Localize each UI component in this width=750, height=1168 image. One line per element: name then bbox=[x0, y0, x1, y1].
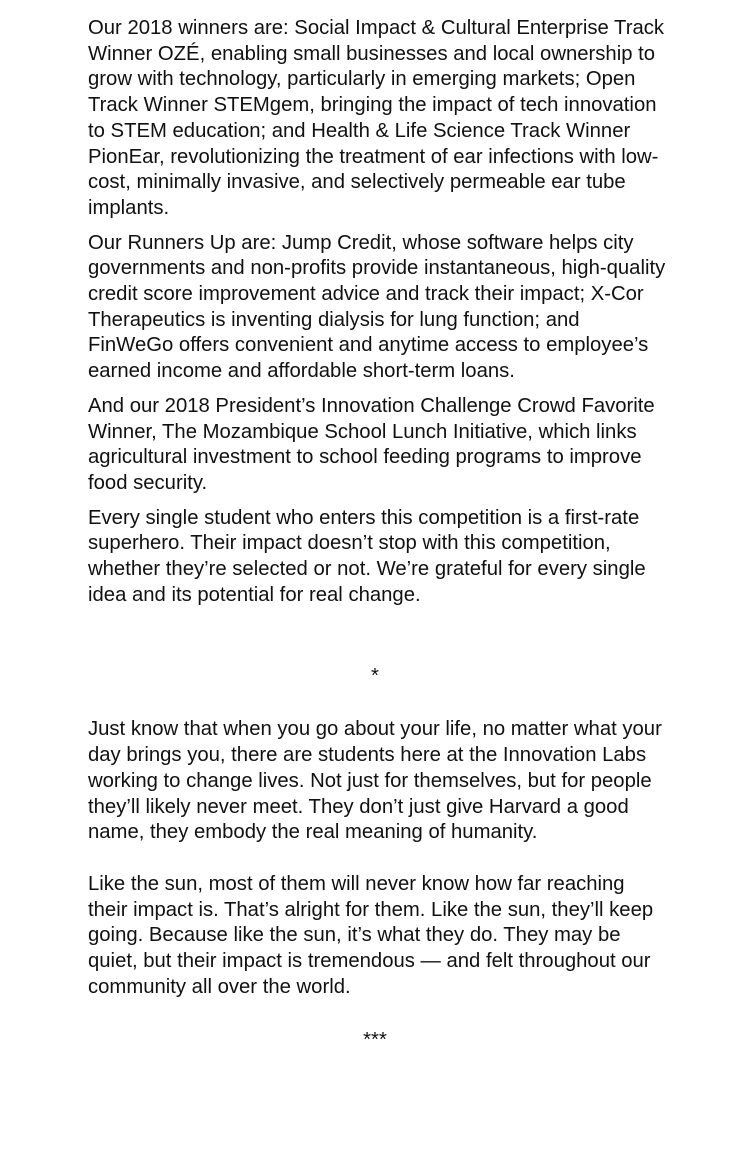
section-gap bbox=[88, 617, 668, 663]
article-body bbox=[88, 16, 668, 1053]
paragraph-like-the-sun: Like the sun, most of them will never know how far reaching their impact is. That’s alright for them. Like the sun, they’ll keep going. Because like the sun, it’s what they do. They may be quiet, but their impact is tremendous — and felt throughout our community all over the world. bbox=[88, 872, 654, 998]
paragraph-winners: Our 2018 winners are: Social Impact & Cultural Enterprise Track Winner OZÉ, enabling small businesses and local ownership to grow with technology, particularly in emerging markets; Open Track Winner STEMgem, bringing the impact of tech innovation to STEM education; and Health & Life Science Track Winner PionEar, revolutionizing the treatment of ear infections with low-cost, minimally invasive, and selectively permeable ear tube implants. bbox=[88, 17, 665, 219]
section-gap bbox=[88, 689, 668, 717]
paragraph-runners-up: Our Runners Up are: Jump Credit, whose software helps city governments and non-profits provide instantaneous, high-quality credit score improvement advice and track their impact; X-Cor Therapeutics is inventing dialysis for lung function; and FinWeGo offers convenient and anytime access to employee’s earned income and affordable short-term loans. bbox=[88, 231, 666, 383]
paragraph-gap bbox=[88, 846, 668, 872]
paragraph-gap bbox=[88, 1001, 668, 1027]
paragraph-every-student: Every single student who enters this competition is a first-rate superhero. Their impact doesn’t stop with this competition, whether they’re selected or not. We’re grateful for every single idea and its potential for real change. bbox=[88, 506, 646, 606]
paragraph-just-know: Just know that when you go about your life, no matter what your day brings you, there are students here at the Innovation Labs working to change lives. Not just for themselves, but for people they’ll likely never meet. They don’t just give Harvard a good name, they embody the real meaning of humanity. bbox=[88, 718, 662, 844]
paragraph-crowd-favorite: And our 2018 President’s Innovation Challenge Crowd Favorite Winner, The Mozambique School Lunch Initiative, which links agricultural investment to school feeding programs to improve food security. bbox=[88, 394, 655, 494]
end-mark: *** bbox=[363, 1028, 387, 1051]
section-separator: * bbox=[371, 665, 379, 688]
